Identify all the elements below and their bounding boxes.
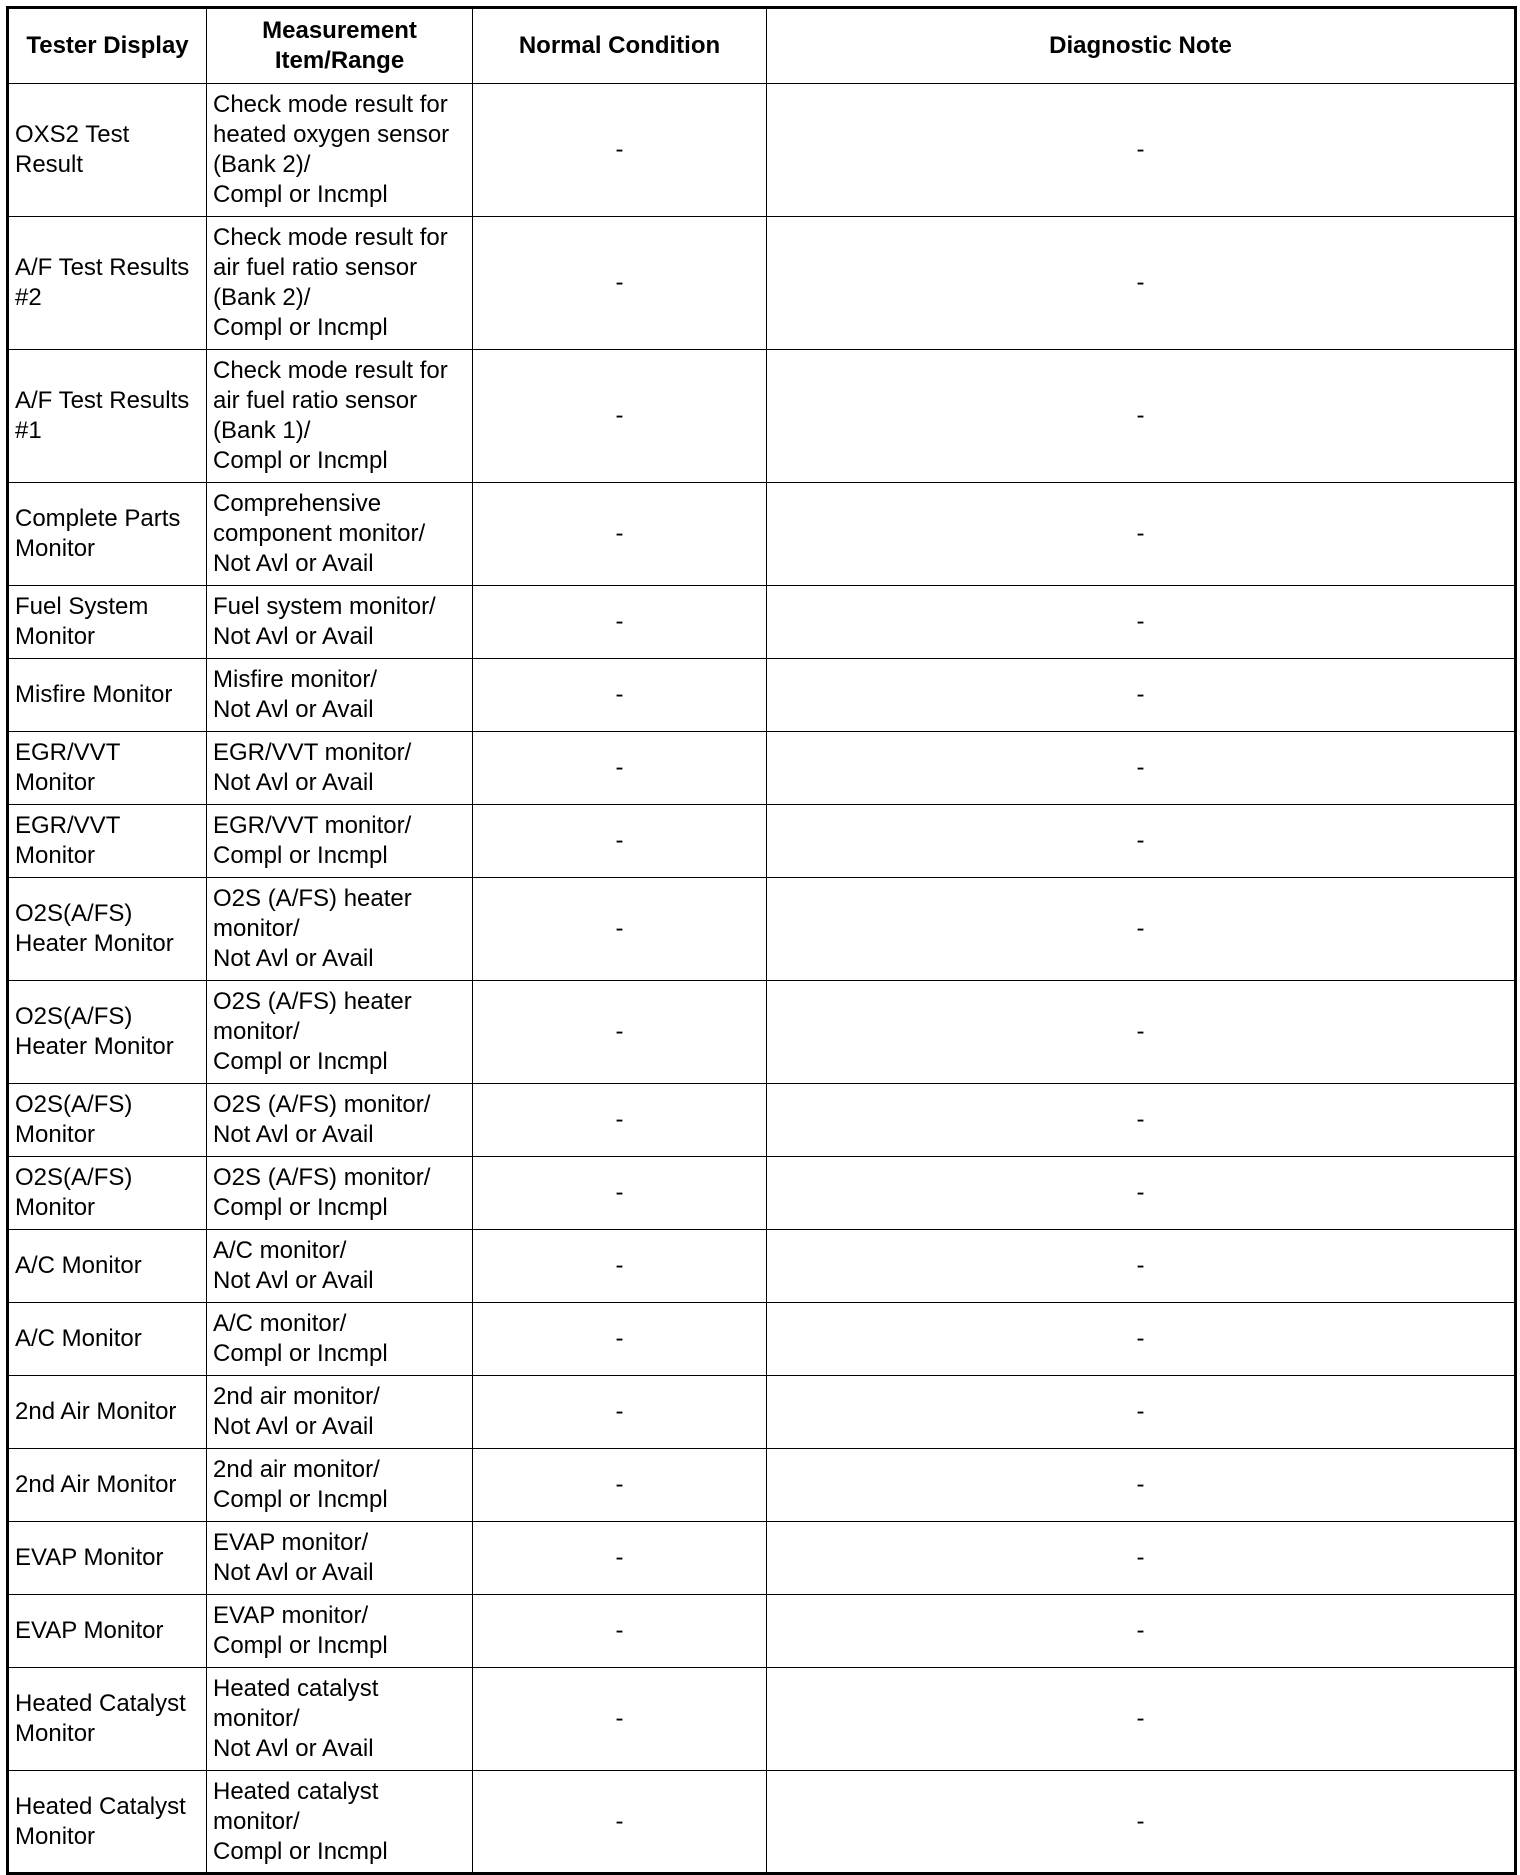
- cell-normal-condition: [473, 217, 767, 350]
- cell-measurement-item-range-text: O2S (A/FS) heater monitor/ Compl or Incmpl: [213, 988, 412, 1075]
- cell-diagnostic-note-text: -: [1136, 1807, 1145, 1835]
- cell-normal-condition: [473, 1771, 767, 1874]
- cell-tester-display: [8, 659, 207, 732]
- cell-tester-display: [8, 217, 207, 350]
- cell-tester-display: [8, 1303, 207, 1376]
- header-diagnostic-note: Diagnostic Note: [767, 8, 1516, 84]
- cell-measurement-item-range: [207, 981, 473, 1084]
- cell-diagnostic-note-text: -: [1136, 681, 1145, 708]
- cell-diagnostic-note: [767, 1668, 1516, 1771]
- cell-diagnostic-note-text: -: [1136, 1544, 1145, 1571]
- cell-measurement-item-range-text: A/C monitor/ Compl or Incmpl: [213, 1310, 388, 1367]
- cell-diagnostic-note: [767, 981, 1516, 1084]
- cell-normal-condition-text: -: [615, 1807, 624, 1835]
- cell-tester-display-text: Misfire Monitor: [15, 681, 173, 708]
- cell-normal-condition: [473, 1376, 767, 1449]
- cell-measurement-item-range: [207, 483, 473, 586]
- cell-diagnostic-note: [767, 350, 1516, 483]
- cell-tester-display-text: O2S(A/FS) Monitor: [15, 1091, 133, 1148]
- cell-tester-display-text: O2S(A/FS) Heater Monitor: [15, 1003, 174, 1060]
- cell-normal-condition-text: -: [615, 681, 624, 708]
- table-row: [8, 659, 1516, 732]
- cell-normal-condition: [473, 1157, 767, 1230]
- cell-measurement-item-range-text: Heated catalyst monitor/ Compl or Incmpl: [213, 1777, 388, 1865]
- table-row: [8, 1771, 1516, 1874]
- cell-diagnostic-note: [767, 1230, 1516, 1303]
- cell-measurement-item-range-text: Check mode result for air fuel ratio sensor (Bank 1)/ Compl or Incmpl: [213, 357, 448, 474]
- cell-diagnostic-note: [767, 1771, 1516, 1874]
- cell-tester-display-text: Heated Catalyst Monitor: [15, 1792, 186, 1850]
- cell-diagnostic-note-text: -: [1136, 754, 1145, 781]
- cell-normal-condition: [473, 732, 767, 805]
- cell-measurement-item-range: [207, 805, 473, 878]
- table-row: [8, 732, 1516, 805]
- cell-measurement-item-range: [207, 659, 473, 732]
- header-tester-display: Tester Display: [8, 8, 207, 84]
- cell-measurement-item-range-text: EGR/VVT monitor/ Not Avl or Avail: [213, 739, 412, 796]
- cell-tester-display: [8, 1084, 207, 1157]
- cell-normal-condition-text: -: [615, 1325, 624, 1352]
- cell-diagnostic-note: [767, 1084, 1516, 1157]
- cell-tester-display-text: OXS2 Test Result: [15, 121, 130, 178]
- cell-measurement-item-range-text: EVAP monitor/ Not Avl or Avail: [213, 1529, 374, 1586]
- cell-diagnostic-note-text: -: [1136, 269, 1145, 296]
- cell-normal-condition-text: -: [615, 402, 624, 429]
- table-row: [8, 981, 1516, 1084]
- cell-measurement-item-range-text: Misfire monitor/ Not Avl or Avail: [213, 666, 378, 723]
- header-normal-condition: Normal Condition: [473, 8, 767, 84]
- cell-normal-condition: [473, 1595, 767, 1668]
- cell-diagnostic-note-text: -: [1136, 827, 1145, 854]
- cell-measurement-item-range: [207, 84, 473, 217]
- cell-diagnostic-note: [767, 732, 1516, 805]
- cell-tester-display: [8, 805, 207, 878]
- cell-measurement-item-range: [207, 1303, 473, 1376]
- cell-measurement-item-range: [207, 1522, 473, 1595]
- cell-tester-display: [8, 1157, 207, 1230]
- cell-normal-condition-text: -: [615, 827, 624, 854]
- cell-diagnostic-note-text: -: [1136, 915, 1145, 942]
- table-row: [8, 1084, 1516, 1157]
- cell-normal-condition-text: -: [615, 608, 624, 635]
- table-row: [8, 1449, 1516, 1522]
- table-row: [8, 217, 1516, 350]
- cell-normal-condition-text: -: [615, 520, 624, 547]
- cell-measurement-item-range: [207, 217, 473, 350]
- cell-diagnostic-note-text: -: [1136, 136, 1145, 163]
- cell-diagnostic-note: [767, 1595, 1516, 1668]
- cell-tester-display: [8, 1595, 207, 1668]
- cell-diagnostic-note-text: -: [1136, 1179, 1145, 1206]
- cell-normal-condition: [473, 1522, 767, 1595]
- cell-diagnostic-note: [767, 1449, 1516, 1522]
- cell-measurement-item-range: [207, 1157, 473, 1230]
- table-row: [8, 84, 1516, 217]
- cell-tester-display: [8, 1668, 207, 1771]
- cell-normal-condition-text: -: [615, 1617, 624, 1644]
- cell-tester-display-text: EGR/VVT Monitor: [15, 739, 121, 796]
- table-row: [8, 1668, 1516, 1771]
- cell-normal-condition: [473, 84, 767, 217]
- cell-diagnostic-note-text: -: [1136, 1018, 1145, 1045]
- cell-measurement-item-range-text: O2S (A/FS) monitor/ Compl or Incmpl: [213, 1164, 431, 1221]
- table-row: [8, 1230, 1516, 1303]
- cell-measurement-item-range-text: O2S (A/FS) heater monitor/ Not Avl or Avail: [213, 885, 412, 972]
- cell-tester-display-text: 2nd Air Monitor: [15, 1471, 177, 1498]
- cell-tester-display: [8, 878, 207, 981]
- table-row: [8, 805, 1516, 878]
- cell-measurement-item-range-text: Comprehensive component monitor/ Not Avl or Avail: [213, 490, 426, 577]
- cell-diagnostic-note-text: -: [1136, 1398, 1145, 1425]
- cell-diagnostic-note: [767, 84, 1516, 217]
- cell-measurement-item-range-text: Check mode result for heated oxygen sensor (Bank 2)/ Compl or Incmpl: [213, 91, 450, 208]
- cell-measurement-item-range: [207, 1595, 473, 1668]
- cell-measurement-item-range: [207, 878, 473, 981]
- cell-diagnostic-note-text: -: [1136, 1471, 1145, 1498]
- cell-normal-condition-text: -: [615, 269, 624, 296]
- cell-diagnostic-note: [767, 586, 1516, 659]
- cell-diagnostic-note: [767, 805, 1516, 878]
- cell-measurement-item-range: [207, 1084, 473, 1157]
- cell-diagnostic-note: [767, 1303, 1516, 1376]
- table-row: [8, 1595, 1516, 1668]
- cell-tester-display: [8, 1522, 207, 1595]
- cell-tester-display-text: 2nd Air Monitor: [15, 1398, 177, 1425]
- cell-tester-display: [8, 732, 207, 805]
- cell-diagnostic-note-text: -: [1136, 1617, 1145, 1644]
- cell-normal-condition: [473, 659, 767, 732]
- cell-normal-condition-text: -: [615, 1544, 624, 1571]
- cell-normal-condition: [473, 981, 767, 1084]
- cell-diagnostic-note-text: -: [1136, 520, 1145, 547]
- table-row: [8, 1157, 1516, 1230]
- cell-measurement-item-range-text: EVAP monitor/ Compl or Incmpl: [213, 1602, 388, 1659]
- cell-tester-display-text: A/F Test Results #1: [15, 387, 190, 444]
- cell-measurement-item-range: [207, 1668, 473, 1771]
- cell-normal-condition: [473, 1449, 767, 1522]
- cell-tester-display-text: EGR/VVT Monitor: [15, 812, 121, 869]
- cell-tester-display: [8, 1771, 207, 1874]
- cell-tester-display: [8, 1376, 207, 1449]
- cell-diagnostic-note-text: -: [1136, 1252, 1145, 1279]
- table-row: [8, 483, 1516, 586]
- cell-diagnostic-note: [767, 878, 1516, 981]
- header-measurement-item-range: Measurement Item/Range: [207, 8, 473, 84]
- cell-normal-condition: [473, 1230, 767, 1303]
- cell-normal-condition: [473, 350, 767, 483]
- table-row: [8, 1303, 1516, 1376]
- cell-diagnostic-note-text: -: [1136, 402, 1145, 429]
- cell-measurement-item-range-text: A/C monitor/ Not Avl or Avail: [213, 1237, 374, 1294]
- cell-measurement-item-range-text: EGR/VVT monitor/ Compl or Incmpl: [213, 812, 412, 869]
- cell-tester-display: [8, 1449, 207, 1522]
- cell-tester-display: [8, 1230, 207, 1303]
- cell-diagnostic-note-text: -: [1136, 1106, 1145, 1133]
- cell-normal-condition-text: -: [615, 915, 624, 942]
- cell-measurement-item-range-text: 2nd air monitor/ Not Avl or Avail: [213, 1383, 380, 1440]
- data-table: [6, 6, 1517, 1875]
- cell-tester-display-text: A/C Monitor: [15, 1252, 142, 1279]
- cell-normal-condition-text: -: [615, 1398, 624, 1425]
- cell-diagnostic-note: [767, 1522, 1516, 1595]
- cell-normal-condition-text: -: [615, 1106, 624, 1133]
- cell-tester-display: [8, 483, 207, 586]
- cell-diagnostic-note: [767, 217, 1516, 350]
- cell-measurement-item-range: [207, 1771, 473, 1874]
- cell-measurement-item-range-text: Heated catalyst monitor/ Not Avl or Avail: [213, 1675, 379, 1762]
- cell-tester-display-text: EVAP Monitor: [15, 1617, 164, 1644]
- cell-diagnostic-note: [767, 659, 1516, 732]
- table-row: [8, 878, 1516, 981]
- cell-normal-condition-text: -: [615, 1471, 624, 1498]
- cell-normal-condition: [473, 878, 767, 981]
- cell-normal-condition-text: -: [615, 1018, 624, 1045]
- table-row: [8, 350, 1516, 483]
- cell-measurement-item-range-text: Fuel system monitor/ Not Avl or Avail: [213, 593, 436, 650]
- cell-normal-condition: [473, 1303, 767, 1376]
- cell-tester-display-text: A/F Test Results #2: [15, 254, 190, 311]
- table-header: [8, 8, 1516, 84]
- cell-measurement-item-range-text: O2S (A/FS) monitor/ Not Avl or Avail: [213, 1091, 431, 1148]
- cell-normal-condition-text: -: [615, 1179, 624, 1206]
- cell-diagnostic-note: [767, 483, 1516, 586]
- cell-tester-display-text: Heated Catalyst Monitor: [15, 1690, 186, 1747]
- cell-tester-display: [8, 981, 207, 1084]
- cell-normal-condition-text: -: [615, 754, 624, 781]
- table-body: [8, 84, 1516, 1874]
- cell-normal-condition-text: -: [615, 1252, 624, 1279]
- cell-measurement-item-range: [207, 350, 473, 483]
- cell-measurement-item-range: [207, 1449, 473, 1522]
- cell-tester-display-text: A/C Monitor: [15, 1325, 142, 1352]
- header-row: [8, 8, 1516, 84]
- cell-measurement-item-range: [207, 586, 473, 659]
- cell-measurement-item-range-text: Check mode result for air fuel ratio sensor (Bank 2)/ Compl or Incmpl: [213, 224, 448, 341]
- cell-tester-display-text: EVAP Monitor: [15, 1544, 164, 1571]
- cell-measurement-item-range: [207, 1230, 473, 1303]
- cell-diagnostic-note: [767, 1157, 1516, 1230]
- cell-normal-condition: [473, 1084, 767, 1157]
- table-row: [8, 586, 1516, 659]
- cell-normal-condition: [473, 805, 767, 878]
- cell-tester-display: [8, 350, 207, 483]
- cell-diagnostic-note: [767, 1376, 1516, 1449]
- cell-tester-display: [8, 586, 207, 659]
- cell-normal-condition: [473, 483, 767, 586]
- cell-tester-display-text: O2S(A/FS) Heater Monitor: [15, 900, 174, 957]
- cell-tester-display-text: O2S(A/FS) Monitor: [15, 1164, 133, 1221]
- cell-measurement-item-range: [207, 1376, 473, 1449]
- cell-measurement-item-range: [207, 732, 473, 805]
- cell-normal-condition-text: -: [615, 136, 624, 163]
- table-row: [8, 1376, 1516, 1449]
- cell-tester-display-text: Fuel System Monitor: [15, 593, 149, 650]
- cell-tester-display: [8, 84, 207, 217]
- table-row: [8, 1522, 1516, 1595]
- cell-normal-condition: [473, 1668, 767, 1771]
- cell-diagnostic-note-text: -: [1136, 608, 1145, 635]
- cell-diagnostic-note-text: -: [1136, 1705, 1145, 1732]
- cell-tester-display-text: Complete Parts Monitor: [15, 505, 181, 562]
- cell-measurement-item-range-text: 2nd air monitor/ Compl or Incmpl: [213, 1456, 388, 1513]
- cell-diagnostic-note-text: -: [1136, 1325, 1145, 1352]
- cell-normal-condition: [473, 586, 767, 659]
- cell-normal-condition-text: -: [615, 1705, 624, 1732]
